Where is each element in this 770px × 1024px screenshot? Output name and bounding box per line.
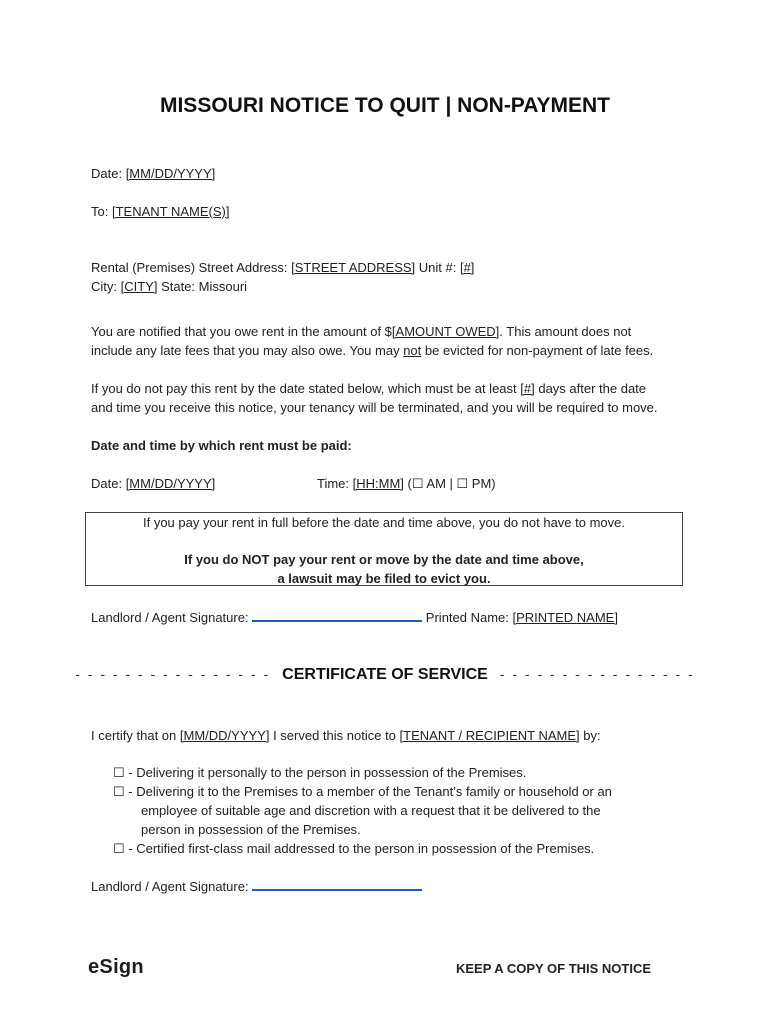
deadline-time-label: Time: [317, 476, 353, 491]
state-text: State: Missouri [157, 279, 248, 294]
signature-label: Landlord / Agent Signature: [91, 610, 253, 625]
divider-dashes-right: - - - - - - - - - - - - - - - - [499, 666, 695, 682]
date-line [91, 164, 215, 183]
deadline-time-line [317, 474, 496, 493]
rent-owed-paragraph-line1 [91, 322, 631, 341]
to-line [91, 202, 229, 221]
street-address-field[interactable]: [STREET ADDRESS] [291, 260, 416, 275]
date-field[interactable]: [MM/DD/YYYY] [125, 166, 216, 181]
late-fees-text: include any late fees that you may also owe. You may [91, 343, 404, 358]
city-label: City: [91, 279, 121, 294]
certify-text-cont: I served this notice to [269, 728, 400, 743]
tenant-name-field[interactable]: [TENANT NAME(S)] [111, 204, 230, 219]
service-option-personal[interactable]: ☐ - Delivering it personally to the person in possession of the Premises. [113, 765, 527, 780]
certificate-signature-field[interactable] [252, 877, 422, 891]
rent-owed-text-cont: . This amount does not [499, 324, 632, 339]
notice-box-line1: If you pay your rent in full before the date and time above, you do not have to move. [142, 515, 626, 530]
certify-text: I certify that on [91, 728, 180, 743]
late-fees-text-cont: be evicted for non-payment of late fees. [421, 343, 654, 358]
to-label: To: [91, 204, 112, 219]
deadline-date-label: Date: [91, 476, 126, 491]
unit-field[interactable]: [#] [459, 260, 475, 275]
printed-name-label: Printed Name: [422, 610, 513, 625]
service-option-household[interactable]: ☐ - Delivering it to the Premises to a member of the Tenant’s family or household or an [113, 784, 612, 799]
notice-box-line3: a lawsuit may be filed to evict you. [277, 571, 491, 586]
signature-line [91, 608, 618, 627]
certificate-signature-line [91, 877, 422, 896]
not-emphasis: not [403, 343, 422, 358]
service-option-household-cont1: employee of suitable age and discretion with a request that it be delivered to the [141, 803, 601, 818]
rent-owed-text: You are notified that you owe rent in the amount of $ [91, 324, 392, 339]
keep-copy-notice: KEEP A COPY OF THIS NOTICE [456, 961, 652, 976]
am-pm-checkboxes[interactable]: (☐ AM | ☐ PM) [403, 476, 496, 491]
deadline-time-field[interactable]: [HH:MM] [352, 476, 404, 491]
signature-field[interactable] [252, 608, 422, 622]
deadline-date-field[interactable]: [MM/DD/YYYY] [125, 476, 216, 491]
date-label: Date: [91, 166, 126, 181]
recipient-name-field[interactable]: [TENANT / RECIPIENT NAME] [399, 728, 580, 743]
termination-text-cont: days after the date [534, 381, 647, 396]
premises-address-line [91, 258, 474, 277]
certificate-heading-row [0, 666, 770, 684]
certify-text-end: by: [579, 728, 601, 743]
amount-owed-field[interactable]: [AMOUNT OWED] [391, 324, 500, 339]
street-label: Rental (Premises) Street Address: [91, 260, 292, 275]
deadline-heading: Date and time by which rent must be paid: [91, 438, 352, 453]
premises-city-line [91, 277, 247, 296]
days-field[interactable]: [#] [520, 381, 535, 396]
esign-logo: eSign [88, 956, 144, 978]
service-option-household-cont2: person in possession of the Premises. [141, 822, 361, 837]
termination-text: If you do not pay this rent by the date stated below, which must be at least [91, 381, 521, 396]
deadline-date-line [91, 474, 215, 493]
divider-dashes-left: - - - - - - - - - - - - - - - - [75, 666, 271, 682]
notice-box-line2: If you do NOT pay your rent or move by the date and time above, [184, 552, 584, 567]
rent-owed-paragraph-line2 [91, 341, 653, 360]
document-title: MISSOURI NOTICE TO QUIT | NON-PAYMENT [159, 94, 610, 117]
warning-notice-box [85, 512, 683, 586]
unit-label: Unit #: [415, 260, 460, 275]
certificate-heading: CERTIFICATE OF SERVICE [282, 666, 488, 683]
service-option-mail[interactable]: ☐ - Certified first-class mail addressed to the person in possession of the Premises. [113, 841, 595, 856]
certificate-signature-label: Landlord / Agent Signature: [91, 879, 253, 894]
printed-name-field[interactable]: [PRINTED NAME] [512, 610, 618, 625]
city-field[interactable]: [CITY] [120, 279, 158, 294]
certify-line [91, 726, 601, 745]
service-date-field[interactable]: [MM/DD/YYYY] [179, 728, 270, 743]
termination-paragraph-line2: and time you receive this notice, your tenancy will be terminated, and you will be required to move. [91, 400, 658, 415]
termination-paragraph-line1 [91, 379, 646, 398]
